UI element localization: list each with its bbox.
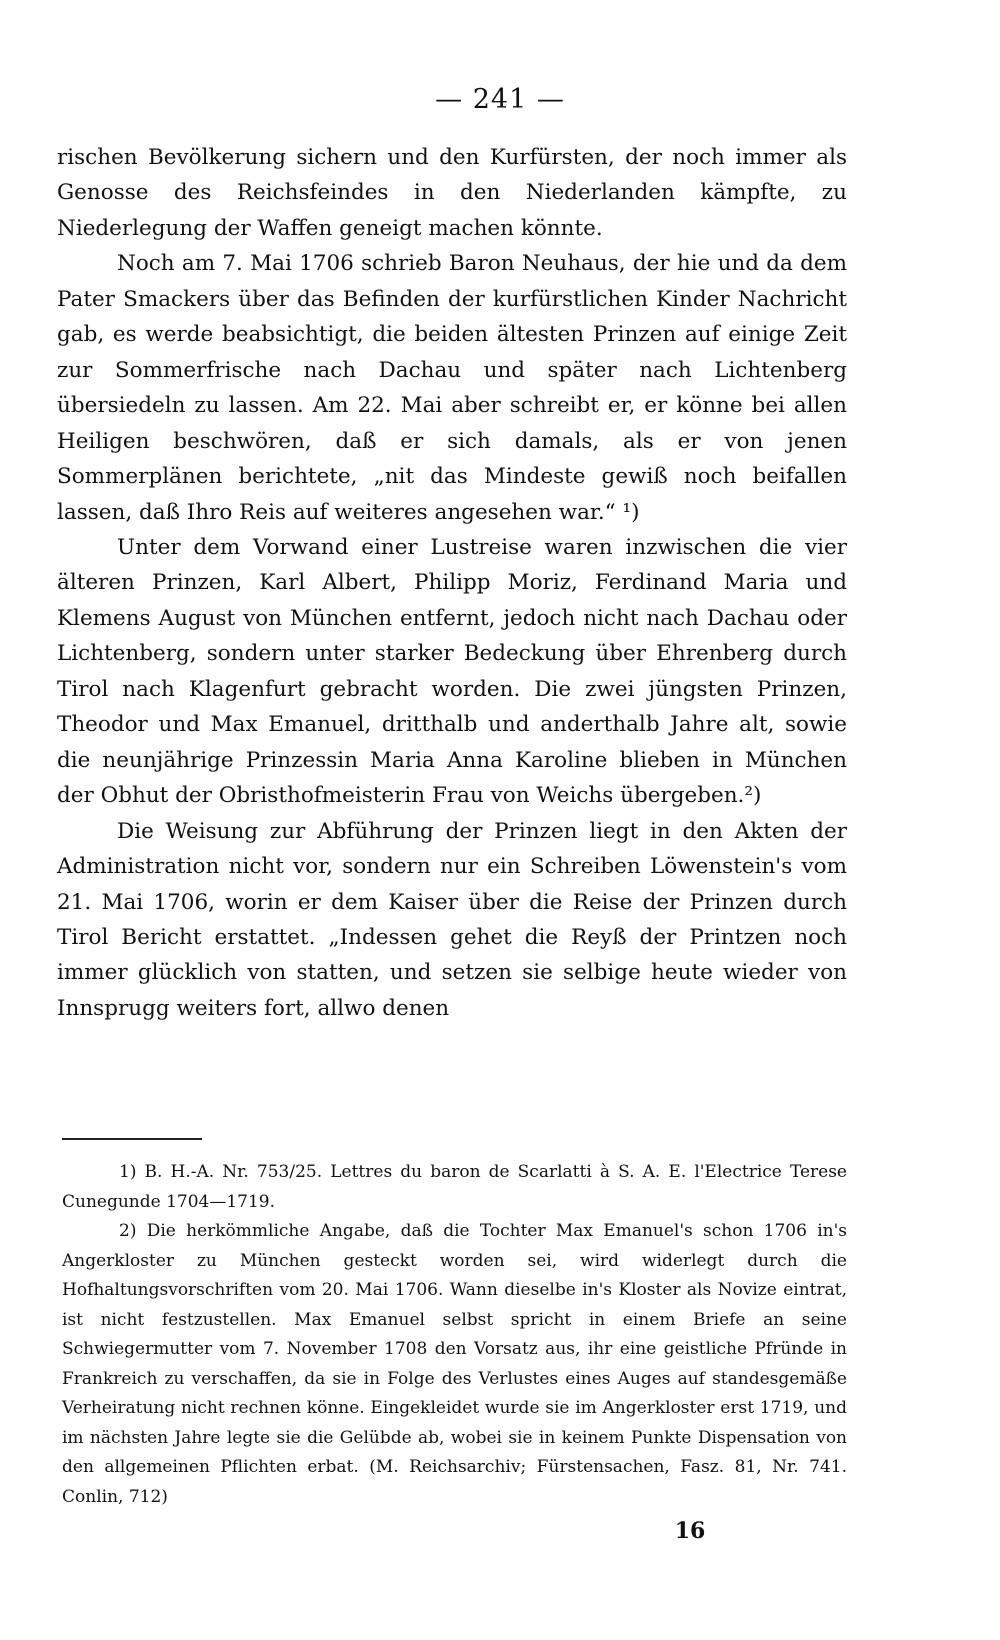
signature-mark: 16 bbox=[674, 1518, 706, 1544]
footnote-divider bbox=[62, 1138, 202, 1140]
paragraph: Die Weisung zur Abführung der Prinzen liegt in den Akten der Administration nicht vor, sondern nur ein Schreiben Löwenstein's vom 21. Mai 1706, worin er dem Kaiser über die Reise der Prinzen durch Tirol Bericht erstattet. „Indessen gehet die Reyß der Printzen noch immer glücklich von statten, und setzen sie selbige heute wieder von Innsprugg weiters fort, allwo denen bbox=[57, 818, 847, 1021]
paragraph: Noch am 7. Mai 1706 schrieb Baron Neuhaus, der hie und da dem Pater Smackers über das Befinden der kurfürstlichen Kinder Nachricht gab, es werde beabsichtigt, die beiden ältesten Prinzen auf einige Zeit zur Sommerfrische nach Dachau und später nach Lichtenberg übersiedeln zu lassen. Am 22. Mai aber schreibt er, er könne bei allen Heiligen beschwören, daß er sich damals, als er von jenen Sommerplänen berichtete, „nit das Mindeste gewiß noch beifallen lassen, daß Ihro Reis auf weiteres angesehen war.“ ¹) bbox=[57, 251, 847, 525]
paragraph: rischen Bevölkerung sichern und den Kurfürsten, der noch immer als Genosse des Reichsfeindes in den Niederlanden kämpfte, zu Niederlegung der Waffen geneigt machen könnte. bbox=[57, 145, 847, 241]
footnote: 2) Die herkömmliche Angabe, daß die Tochter Max Emanuel's schon 1706 in's Angerkloster zu München gesteckt worden sei, wird widerlegt durch die Hofhaltungsvorschriften vom 20. Mai 1706. Wann dieselbe in's Kloster als Novize eintrat, ist nicht festzustellen. Max Emanuel selbst spricht in einem Briefe an seine Schwiegermutter vom 7. November 1708 den Vorsatz aus, ihr eine geistliche Pfründe in Frankreich zu verschaffen, da sie in Folge des Verlustes eines Auges auf standesgemäße Verheiratung nicht rechnen könne. Eingekleidet wurde sie im Angerkloster erst 1719, und im nächsten Jahre legte sie die Gelübde ab, wobei sie in keinem Punkte Dispensation von den allgemeinen Pflichten erbat. (M. Reichsarchiv; Fürstensachen, Fasz. 81, Nr. 741. Conlin, 712) bbox=[62, 1221, 847, 1507]
page-number-header: — 241 — bbox=[435, 84, 565, 115]
paragraph: Unter dem Vorwand einer Lustreise waren inzwischen die vier älteren Prinzen, Karl Albert, Philipp Moriz, Ferdinand Maria und Klemens August von München entfernt, jedoch nicht nach Dachau oder Lichtenberg, sondern unter starker Bedeckung über Ehrenberg durch Tirol nach Klagenfurt gebracht worden. Die zwei jüngsten Prinzen, Theodor und Max Emanuel, dritthalb und anderthalb Jahre alt, sowie die neunjährige Prinzessin Maria Anna Karoline blieben in München der Obhut der Obristhofmeisterin Frau von Weichs übergeben.²) bbox=[57, 534, 847, 809]
footnotes bbox=[62, 1158, 847, 1512]
main-text bbox=[57, 140, 847, 1026]
footnote: 1) B. H.-A. Nr. 753/25. Lettres du baron de Scarlatti à S. A. E. l'Electrice Terese Cunegunde 1704—1719. bbox=[62, 1162, 847, 1212]
